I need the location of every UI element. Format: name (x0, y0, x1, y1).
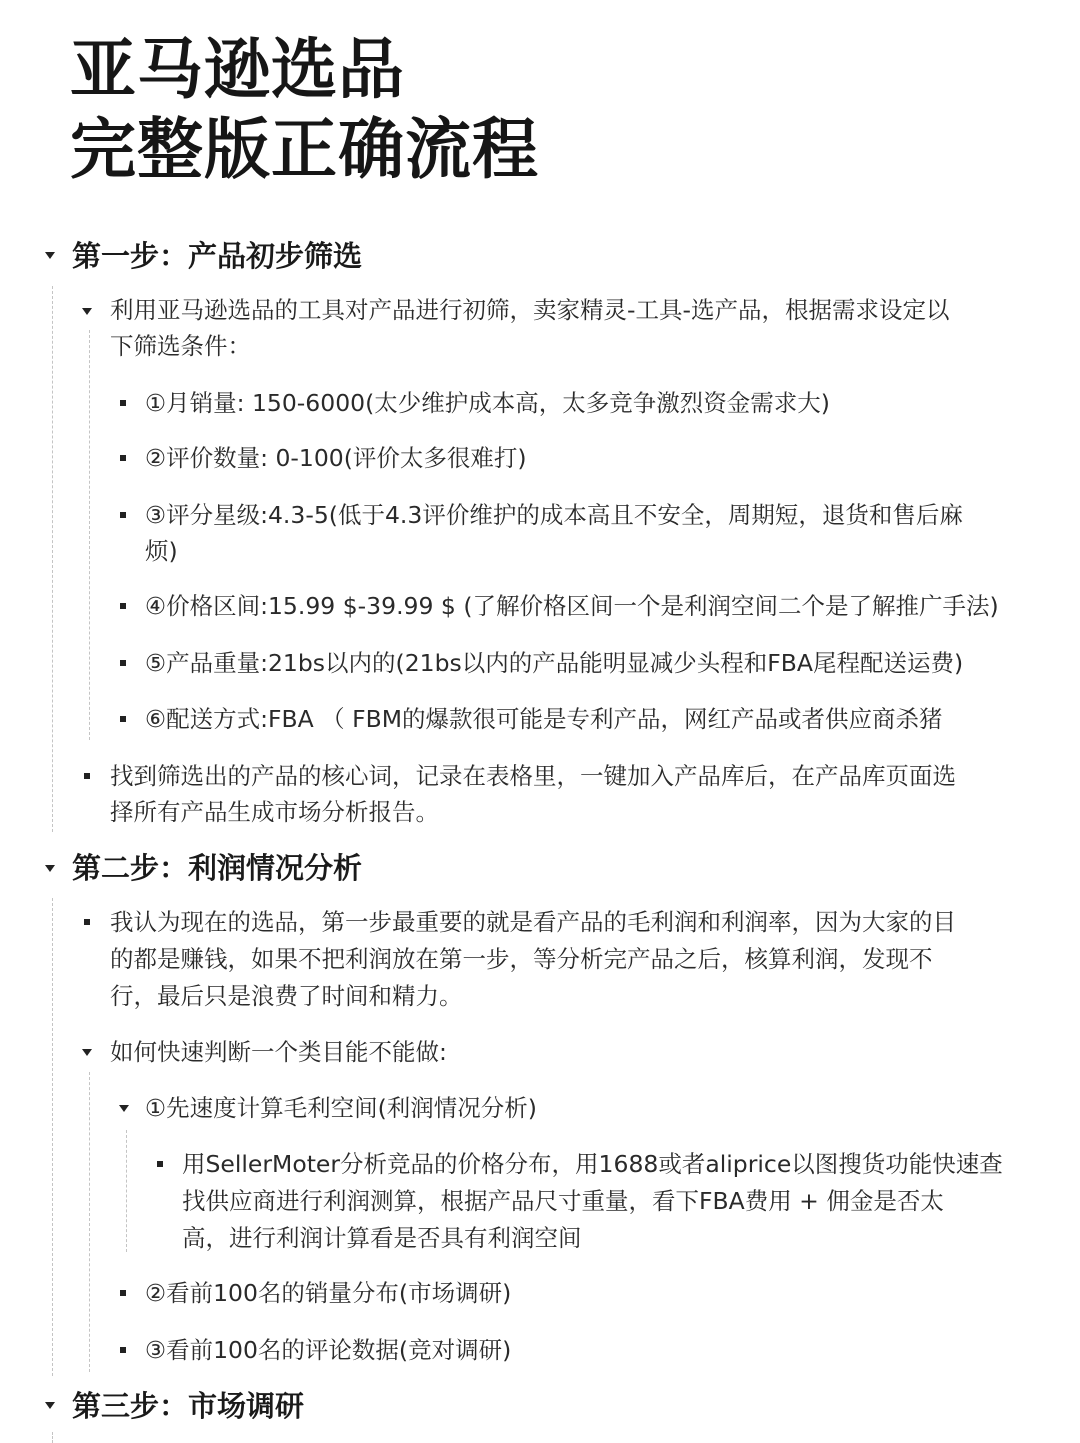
page-title-line-1: 亚马逊选品 (70, 31, 405, 108)
step2-sub2: ②看前100名的销量分布(市场调研) (145, 1279, 512, 1307)
criteria-weight: ⑤产品重量:21bs以内的(21bs以内的产品能明显减少头程和FBA尾程配送运费) (145, 649, 964, 677)
criteria-rating-line-1: ③评分星级:4.3-5(低于4.3评价维护的成本高且不安全，周期短，退货和售后麻 (145, 501, 963, 529)
criteria-review-count: ②评价数量: 0-100(评价太多很难打) (145, 444, 527, 472)
bullet-icon (84, 919, 90, 925)
collapse-triangle-icon[interactable] (45, 252, 55, 259)
bullet-icon (84, 773, 90, 779)
collapse-triangle-icon[interactable] (82, 1049, 92, 1056)
criteria-shipping: ⑥配送方式:FBA （ FBM的爆款很可能是专利产品，网红产品或者供应商杀猪 (145, 705, 943, 733)
bullet-icon (120, 660, 126, 666)
bullet-icon (120, 400, 126, 406)
bullet-icon (120, 603, 126, 609)
step1-intro-line-1: 利用亚马逊选品的工具对产品进行初筛，卖家精灵-工具-选产品，根据需求设定以 (110, 296, 950, 324)
collapse-triangle-icon[interactable] (119, 1105, 129, 1112)
step2-para-line-3: 行，最后只是浪费了时间和精力。 (110, 982, 463, 1010)
criteria-monthly-sales: ①月销量: 150-6000(太少维护成本高，太多竞争激烈资金需求大) (145, 389, 830, 417)
step1-note-line-2: 择所有产品生成市场分析报告。 (110, 798, 439, 826)
page-title-line-2: 完整版正确流程 (70, 111, 539, 188)
step2-heading: 第二步：利润情况分析 (72, 851, 363, 885)
step2-question-guide-line (89, 1072, 90, 1372)
bullet-icon (120, 455, 126, 461)
criteria-price-range: ④价格区间:15.99 $-39.99 $ (了解价格区间一个是利润空间二个是了解推广手法) (145, 592, 999, 620)
step2-sub1-detail-line-2: 找供应商进行利润测算，根据产品尺寸重量，看下FBA费用 + 佣金是否太 (182, 1187, 944, 1215)
step2-sub1-detail-line-3: 高，进行利润计算看是否具有利润空间 (182, 1224, 582, 1252)
collapse-triangle-icon[interactable] (45, 1402, 55, 1409)
page-title (70, 30, 539, 190)
step2-sub1-guide-line (126, 1130, 127, 1252)
step2-para-line-1: 我认为现在的选品，第一步最重要的就是看产品的毛利润和利润率，因为大家的目 (110, 908, 956, 936)
step1-intro-guide-line (89, 330, 90, 740)
collapse-triangle-icon[interactable] (45, 865, 55, 872)
step1-guide-line (52, 286, 53, 832)
collapse-triangle-icon[interactable] (82, 308, 92, 315)
step2-para-line-2: 的都是赚钱，如果不把利润放在第一步，等分析完产品之后，核算利润，发现不 (110, 945, 933, 973)
step3-guide-line (52, 1432, 53, 1443)
bullet-icon (120, 1290, 126, 1296)
bullet-icon (157, 1161, 163, 1167)
step1-note-line-1: 找到筛选出的产品的核心词，记录在表格里，一键加入产品库后，在产品库页面选 (110, 762, 956, 790)
step2-question: 如何快速判断一个类目能不能做: (110, 1038, 447, 1066)
step3-heading: 第三步：市场调研 (72, 1389, 305, 1423)
bullet-icon (120, 1347, 126, 1353)
step1-intro-line-2: 下筛选条件： (110, 332, 251, 360)
step2-sub1: ①先速度计算毛利空间(利润情况分析) (145, 1094, 537, 1122)
step2-sub3: ③看前100名的评论数据(竞对调研) (145, 1336, 512, 1364)
step2-guide-line (52, 898, 53, 1376)
bullet-icon (120, 716, 126, 722)
step1-heading: 第一步：产品初步筛选 (72, 239, 363, 273)
bullet-icon (120, 512, 126, 518)
criteria-rating-line-2: 烦) (145, 537, 178, 565)
step2-sub1-detail-line-1: 用SellerMoter分析竞品的价格分布，用1688或者aliprice以图搜货功能快速查 (182, 1150, 1003, 1178)
